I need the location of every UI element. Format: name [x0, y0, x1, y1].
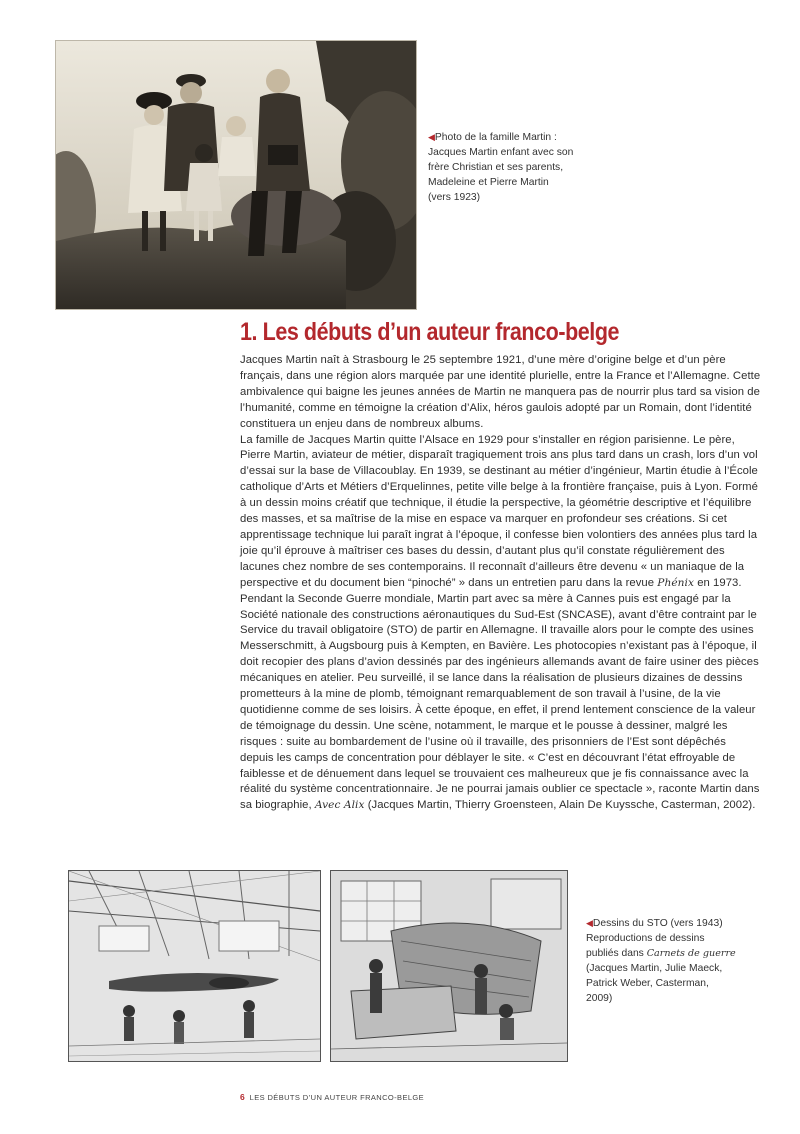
- paragraph: Jacques Martin naît à Strasbourg le 25 septembre 1921, d’une mère d’origine belge et d’un père français, dans une région alors marquée par une identité plurielle, entre la France et l’Allemagne. Cette ambivalence qui baigne les jeunes années de Martin ne manquera pas de nourrir plus tard sa vision de l’humanité, comme en témoigne la création d’Alix, héros gaulois adopté par un Romain, dont l’identité constituera un enjeu dans de nombreux albums.: [240, 354, 761, 430]
- drawings-caption-line: Patrick Weber, Casterman,: [586, 978, 709, 989]
- paragraph-text: (Jacques Martin, Thierry Groensteen, Alain De Kuyssche, Casterman, 2002).: [364, 799, 756, 812]
- photo-caption-line: Madeleine et Pierre Martin: [428, 177, 549, 188]
- paragraph: [240, 433, 762, 592]
- paragraph-text: en 1973.: [694, 576, 742, 589]
- book-title: Avec Alix: [314, 799, 365, 812]
- drawings-caption-line: publiés dans: [586, 948, 647, 959]
- sto-drawing-workshop: [330, 870, 568, 1062]
- caption-arrow-icon: ◀: [586, 918, 593, 928]
- caption-arrow-icon: ◀: [428, 132, 435, 142]
- photo-caption-line: Photo de la famille Martin :: [434, 132, 557, 143]
- drawings-caption-line: Reproductions de dessins: [586, 933, 705, 944]
- photo-caption: [428, 130, 628, 205]
- photo-caption-line: (vers 1923): [428, 192, 481, 203]
- drawings-caption-line: 2009): [586, 993, 613, 1004]
- family-photo: [55, 40, 417, 310]
- paragraph-text: La famille de Jacques Martin quitte l’Alsace en 1929 pour s’installer en région parisienne. Le père, Pierre Martin, aviateur de métier, disparaît tragiquement trois ans plus tard dans un crash, lors d’un vol d’essai sur la base de Villacoublay. En 1939, se destinant au métier d’ingénieur, Martin étudie à l’École catholique d’Arts et Métiers d’Erquelinnes, petite ville belge à la frontière française, puis à Lyon. Formé à un dessin moins créatif que technique, il étudie la perspective, la géométrie descriptive et l’équilibre des masses, et sa maîtrise de la mise en espace va marquer en profondeur ses créations. Si cet apprentissage technique lui paraît ingrat à l’époque, il confesse bien volontiers des années plus tard la joie qu’il éprouve à maîtriser ces bases du dessin, d’autant plus qu’il constate régulièrement des lacunes chez nombre de ses contemporains. Il reconnaît d’ailleurs être devenu « un maniaque de la perspective et du document bien “pinoché” » dans un entretien paru dans la revue: [240, 433, 758, 589]
- page-footer: [240, 1092, 424, 1102]
- book-title: Carnets de guerre: [646, 948, 736, 959]
- drawings-caption-line: Dessins du STO (vers 1943): [592, 918, 723, 929]
- journal-title: Phénix: [657, 576, 694, 589]
- photo-caption-line: frère Christian et ses parents,: [428, 162, 564, 173]
- paragraph: [240, 592, 762, 815]
- drawings-caption-line: (Jacques Martin, Julie Maeck,: [586, 963, 723, 974]
- photo-caption-line: Jacques Martin enfant avec son: [428, 147, 574, 158]
- running-title: LES DÉBUTS D’UN AUTEUR FRANCO-BELGE: [249, 1093, 425, 1102]
- sto-drawing-hangar: [68, 870, 321, 1062]
- article-body: [240, 353, 762, 814]
- drawings-caption: [586, 916, 756, 1006]
- page-number: 6: [240, 1092, 246, 1102]
- section-heading: 1. Les débuts d’un auteur franco-belge: [240, 318, 620, 346]
- paragraph-text: Pendant la Seconde Guerre mondiale, Martin part avec sa mère à Cannes puis est engagé par la Société nationale des constructions aéronautiques du Sud-Est (SNCASE), avant d’être contraint par le Service du travail obligatoire (STO) de partir en Allemagne. Il travaille alors pour le compte des usines Messerschmitt, à Augsbourg puis à Kempten, en Bavière. Les photocopies n’existant pas à l’époque, il doit recopier des plans d’avion dessinés par des ingénieurs allemands avant de faire usiner des pièces mécaniques en atelier. Peu surveillé, il se lance dans la réalisation de plusieurs dizaines de dessins prometteurs à la mine de plomb, témoignant remarquablement de son travail à l’usine, de la vie quotidienne comme de ses loisirs. À cette époque, en effet, il prend lentement conscience de la valeur de témoignage du dessin. Une scène, notamment, le marque et le pousse à dessiner, malgré les risques : suite au bombardement de l’usine où il travaille, des prisonniers de l’Est sont dépêchés depuis les camps de concentration pour déblayer le site. « C’est en découvrant l’état effroyable de faiblesse et de dénuement dans lequel se trouvaient ces malheureux que je fis connaissance avec la réalité du système concentrationnaire. Je ne pourrai jamais oublier ce spectacle », raconte Martin dans sa biographie,: [240, 592, 760, 812]
